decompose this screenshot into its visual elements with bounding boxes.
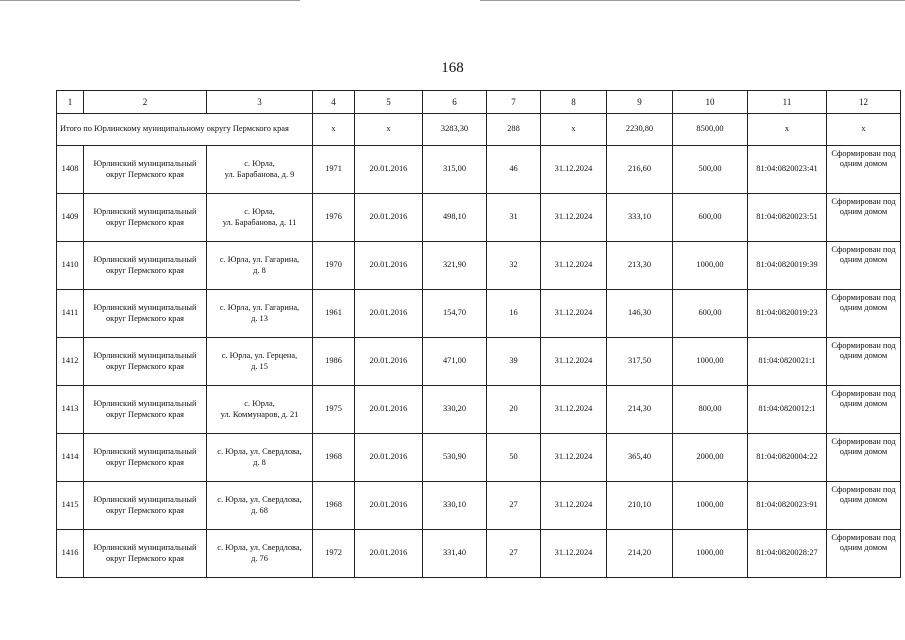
address-line-2: ул. Коммунаров, д. 21 [220, 409, 299, 419]
status-cell: Сформирован под одним домом [827, 290, 901, 338]
year-cell: 1972 [313, 530, 355, 578]
table-row [57, 434, 901, 482]
row-number-cell: 1410 [57, 242, 84, 290]
deadline-cell: 31.12.2024 [541, 146, 607, 194]
total-cell: х [827, 114, 901, 146]
amount-cell: 1000,00 [673, 482, 748, 530]
register-table [56, 90, 901, 578]
table-row [57, 146, 901, 194]
date-cell: 20.01.2016 [355, 386, 423, 434]
date-cell: 20.01.2016 [355, 290, 423, 338]
table-row [57, 386, 901, 434]
deadline-cell: 31.12.2024 [541, 194, 607, 242]
amount-cell: 800,00 [673, 386, 748, 434]
top-rule-right [480, 0, 905, 1]
address-line-1: с. Юрла, ул. Герцена, [221, 351, 298, 361]
total-cell: 3283,30 [423, 114, 487, 146]
address-line-1: с. Юрла, ул. Гагарина, [219, 255, 300, 265]
count-cell: 31 [487, 194, 541, 242]
count-cell: 16 [487, 290, 541, 338]
date-cell: 20.01.2016 [355, 194, 423, 242]
count-cell: 27 [487, 482, 541, 530]
area-cell: 321,90 [423, 242, 487, 290]
row-number-cell: 1415 [57, 482, 84, 530]
date-cell: 20.01.2016 [355, 338, 423, 386]
amount-cell: 600,00 [673, 194, 748, 242]
column-number: 7 [487, 91, 541, 114]
status-cell: Сформирован под одним домом [827, 242, 901, 290]
count-cell: 39 [487, 338, 541, 386]
table-row [57, 338, 901, 386]
column-number: 5 [355, 91, 423, 114]
area2-cell: 146,30 [607, 290, 673, 338]
count-cell: 50 [487, 434, 541, 482]
count-cell: 46 [487, 146, 541, 194]
area-cell: 471,00 [423, 338, 487, 386]
municipality-cell: Юрлинский муниципальный округ Пермского края [84, 194, 207, 242]
status-cell: Сформирован под одним домом [827, 386, 901, 434]
area-cell: 330,20 [423, 386, 487, 434]
cadastral-number-cell: 81:04:0820004:22 [748, 434, 827, 482]
address-cell [207, 482, 313, 530]
total-cell: х [313, 114, 355, 146]
cadastral-number-cell: 81:04:0820023:41 [748, 146, 827, 194]
deadline-cell: 31.12.2024 [541, 530, 607, 578]
row-number-cell: 1409 [57, 194, 84, 242]
year-cell: 1975 [313, 386, 355, 434]
address-line-2: д. 13 [251, 313, 268, 323]
address-cell [207, 146, 313, 194]
column-number: 10 [673, 91, 748, 114]
area2-cell: 365,40 [607, 434, 673, 482]
municipality-cell: Юрлинский муниципальный округ Пермского края [84, 434, 207, 482]
area2-cell: 213,30 [607, 242, 673, 290]
address-line-2: д. 8 [253, 457, 266, 467]
area-cell: 331,40 [423, 530, 487, 578]
column-number: 2 [84, 91, 207, 114]
status-cell: Сформирован под одним домом [827, 194, 901, 242]
total-cell: 288 [487, 114, 541, 146]
area2-cell: 214,20 [607, 530, 673, 578]
deadline-cell: 31.12.2024 [541, 338, 607, 386]
cadastral-number-cell: 81:04:0820012:1 [748, 386, 827, 434]
deadline-cell: 31.12.2024 [541, 242, 607, 290]
area-cell: 530,90 [423, 434, 487, 482]
status-cell: Сформирован под одним домом [827, 146, 901, 194]
row-number-cell: 1413 [57, 386, 84, 434]
area-cell: 154,70 [423, 290, 487, 338]
cadastral-number-cell: 81:04:0820019:23 [748, 290, 827, 338]
date-cell: 20.01.2016 [355, 434, 423, 482]
address-line-2: д. 68 [251, 505, 268, 515]
column-number: 4 [313, 91, 355, 114]
top-rule-left [0, 0, 300, 1]
page-number: 168 [441, 60, 464, 76]
cadastral-number-cell: 81:04:0820023:91 [748, 482, 827, 530]
register-body [57, 91, 901, 578]
address-cell [207, 242, 313, 290]
date-cell: 20.01.2016 [355, 482, 423, 530]
municipality-cell: Юрлинский муниципальный округ Пермского края [84, 530, 207, 578]
status-cell: Сформирован под одним домом [827, 434, 901, 482]
address-line-1: с. Юрла, [244, 207, 275, 217]
municipality-cell: Юрлинский муниципальный округ Пермского края [84, 338, 207, 386]
year-cell: 1986 [313, 338, 355, 386]
address-line-1: с. Юрла, [244, 159, 275, 169]
date-cell: 20.01.2016 [355, 242, 423, 290]
column-number: 3 [207, 91, 313, 114]
municipality-cell: Юрлинский муниципальный округ Пермского края [84, 482, 207, 530]
address-line-1: с. Юрла, ул. Гагарина, [219, 303, 300, 313]
count-cell: 32 [487, 242, 541, 290]
area-cell: 315,00 [423, 146, 487, 194]
area2-cell: 210,10 [607, 482, 673, 530]
address-line-2: ул. Барабанова, д. 9 [224, 169, 295, 179]
table-row [57, 290, 901, 338]
area2-cell: 333,10 [607, 194, 673, 242]
row-number-cell: 1416 [57, 530, 84, 578]
year-cell: 1968 [313, 434, 355, 482]
amount-cell: 1000,00 [673, 338, 748, 386]
address-line-1: с. Юрла, [244, 399, 275, 409]
total-cell: х [355, 114, 423, 146]
amount-cell: 1000,00 [673, 530, 748, 578]
area-cell: 330,10 [423, 482, 487, 530]
table-row [57, 194, 901, 242]
total-label: Итого по Юрлинскому муниципальному округу Пермского края [57, 114, 313, 146]
area-cell: 498,10 [423, 194, 487, 242]
address-cell [207, 434, 313, 482]
cadastral-number-cell: 81:04:0820021:1 [748, 338, 827, 386]
municipality-cell: Юрлинский муниципальный округ Пермского края [84, 146, 207, 194]
year-cell: 1961 [313, 290, 355, 338]
date-cell: 20.01.2016 [355, 530, 423, 578]
date-cell: 20.01.2016 [355, 146, 423, 194]
address-cell [207, 338, 313, 386]
address-line-2: ул. Барабанова, д. 11 [222, 217, 297, 227]
area2-cell: 317,50 [607, 338, 673, 386]
area2-cell: 214,30 [607, 386, 673, 434]
column-number: 6 [423, 91, 487, 114]
address-line-1: с. Юрла, ул. Свердлова, [217, 447, 302, 457]
column-number: 9 [607, 91, 673, 114]
deadline-cell: 31.12.2024 [541, 386, 607, 434]
total-row [57, 114, 901, 146]
column-number: 1 [57, 91, 84, 114]
count-cell: 27 [487, 530, 541, 578]
deadline-cell: 31.12.2024 [541, 482, 607, 530]
row-number-cell: 1408 [57, 146, 84, 194]
address-cell [207, 194, 313, 242]
total-cell: х [748, 114, 827, 146]
cadastral-number-cell: 81:04:0820023:51 [748, 194, 827, 242]
address-line-2: д. 76 [251, 553, 268, 563]
address-line-2: д. 8 [253, 265, 266, 275]
column-number-row [57, 91, 901, 114]
deadline-cell: 31.12.2024 [541, 434, 607, 482]
table-row [57, 530, 901, 578]
row-number-cell: 1412 [57, 338, 84, 386]
year-cell: 1971 [313, 146, 355, 194]
row-number-cell: 1411 [57, 290, 84, 338]
address-cell [207, 290, 313, 338]
cadastral-number-cell: 81:04:0820019:39 [748, 242, 827, 290]
status-cell: Сформирован под одним домом [827, 530, 901, 578]
address-line-1: с. Юрла, ул. Свердлова, [217, 543, 302, 553]
column-number: 8 [541, 91, 607, 114]
column-number: 12 [827, 91, 901, 114]
cadastral-number-cell: 81:04:0820028:27 [748, 530, 827, 578]
total-cell: 8500,00 [673, 114, 748, 146]
area2-cell: 216,60 [607, 146, 673, 194]
deadline-cell: 31.12.2024 [541, 290, 607, 338]
amount-cell: 500,00 [673, 146, 748, 194]
municipality-cell: Юрлинский муниципальный округ Пермского края [84, 386, 207, 434]
address-cell [207, 530, 313, 578]
municipality-cell: Юрлинский муниципальный округ Пермского края [84, 290, 207, 338]
address-line-2: д. 15 [251, 361, 268, 371]
total-cell: 2230,80 [607, 114, 673, 146]
column-number: 11 [748, 91, 827, 114]
table-row [57, 242, 901, 290]
year-cell: 1976 [313, 194, 355, 242]
address-line-1: с. Юрла, ул. Свердлова, [217, 495, 302, 505]
year-cell: 1970 [313, 242, 355, 290]
total-cell: х [541, 114, 607, 146]
year-cell: 1968 [313, 482, 355, 530]
table-row [57, 482, 901, 530]
status-cell: Сформирован под одним домом [827, 482, 901, 530]
municipality-cell: Юрлинский муниципальный округ Пермского края [84, 242, 207, 290]
amount-cell: 1000,00 [673, 242, 748, 290]
amount-cell: 2000,00 [673, 434, 748, 482]
count-cell: 20 [487, 386, 541, 434]
address-cell [207, 386, 313, 434]
status-cell: Сформирован под одним домом [827, 338, 901, 386]
row-number-cell: 1414 [57, 434, 84, 482]
amount-cell: 600,00 [673, 290, 748, 338]
